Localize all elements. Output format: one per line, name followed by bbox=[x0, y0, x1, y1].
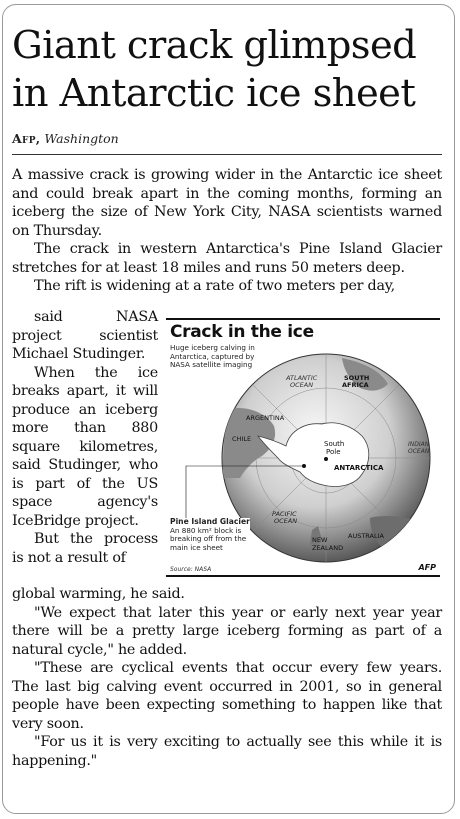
pine-island-caption bbox=[170, 518, 250, 552]
caption-text: An 880 km² block is breaking off from the main ice sheet bbox=[170, 525, 247, 552]
caption-title: Pine Island Glacier bbox=[170, 517, 250, 526]
label-atlantic-2: OCEAN bbox=[290, 381, 314, 389]
graphic-subtitle: Huge iceberg calving in Antarctica, captured by NASA satellite imaging bbox=[170, 343, 255, 370]
afp-logo: AFP bbox=[418, 563, 436, 572]
paragraph-5-end: global warming, he said. bbox=[12, 586, 185, 602]
article-body-narrow bbox=[12, 308, 158, 567]
paragraph-2: The crack in western Antarctica's Pine Island Glacier stretches for at least 18 miles and runs 50 meters deep. bbox=[12, 241, 442, 276]
paragraph-4: When the ice breaks apart, it will produce an iceberg more than 880 square kilometres, said Studinger, who is part of the US space agency's IceBridge project. bbox=[12, 364, 158, 529]
label-new-zealand-2: ZEALAND bbox=[312, 544, 344, 552]
byline bbox=[12, 131, 119, 146]
graphic-title: Crack in the ice bbox=[170, 322, 314, 342]
label-pacific-1: PACIFIC bbox=[272, 510, 297, 518]
label-chile: CHILE bbox=[232, 435, 252, 443]
label-south-pole-2: Pole bbox=[326, 448, 341, 456]
label-atlantic-1: ATLANTIC bbox=[286, 374, 318, 382]
label-south-africa-1: SOUTH bbox=[344, 374, 370, 382]
label-south-pole-1: South bbox=[324, 440, 345, 448]
label-new-zealand-1: NEW bbox=[312, 536, 328, 544]
graphic-bottom-rule bbox=[166, 575, 440, 577]
paragraph-8: "For us it is very exciting to actually see this while it is happening." bbox=[12, 734, 442, 769]
south-pole-marker bbox=[324, 457, 328, 461]
article-body-top bbox=[12, 166, 442, 296]
svg-text:SOUTH AFRICA bbox=[342, 374, 372, 389]
paragraph-3-rest: said NASA project scientist Michael Studinger. bbox=[12, 309, 158, 362]
antarctica-graphic bbox=[166, 318, 440, 580]
paragraph-5-start: But the process is not a result of bbox=[12, 531, 158, 566]
byline-rule bbox=[12, 154, 442, 155]
label-argentina: ARGENTINA bbox=[246, 414, 285, 422]
byline-location: Washington bbox=[44, 131, 119, 146]
paragraph-1: A massive crack is growing wider in the Antarctic ice sheet and could break apart in the coming months, forming an iceberg the size of New York City, NASA scientists warned on Thursday. bbox=[12, 167, 442, 239]
article-body-bottom bbox=[12, 585, 442, 770]
graphic-source: Source: NASA bbox=[170, 566, 212, 573]
headline: Giant crack glimpsed in Antarctic ice sheet bbox=[12, 23, 417, 116]
paragraph-3-lead: The rift is widening at a rate of two meters per day, bbox=[34, 278, 395, 294]
label-australia: AUSTRALIA bbox=[348, 532, 384, 540]
label-indian-2: OCEAN bbox=[408, 448, 430, 455]
label-indian-1: INDIAN bbox=[408, 441, 430, 448]
label-pacific-2: OCEAN bbox=[274, 517, 298, 525]
paragraph-7: "These are cyclical events that occur every few years. The last big calving event occurred in 2001, so in general people have been expecting something to happen like that very soon. bbox=[12, 660, 442, 732]
byline-agency: Afp, bbox=[12, 131, 41, 146]
label-south-africa-2: AFRICA bbox=[342, 381, 369, 389]
svg-text:PACIFIC OCEAN bbox=[272, 510, 299, 525]
label-antarctica: ANTARCTICA bbox=[334, 464, 384, 472]
svg-text:INDIAN OCEAN bbox=[408, 441, 431, 455]
paragraph-6: "We expect that later this year or early next year year there will be a pretty large iceberg forming as part of a natural cycle," he added. bbox=[12, 604, 442, 658]
